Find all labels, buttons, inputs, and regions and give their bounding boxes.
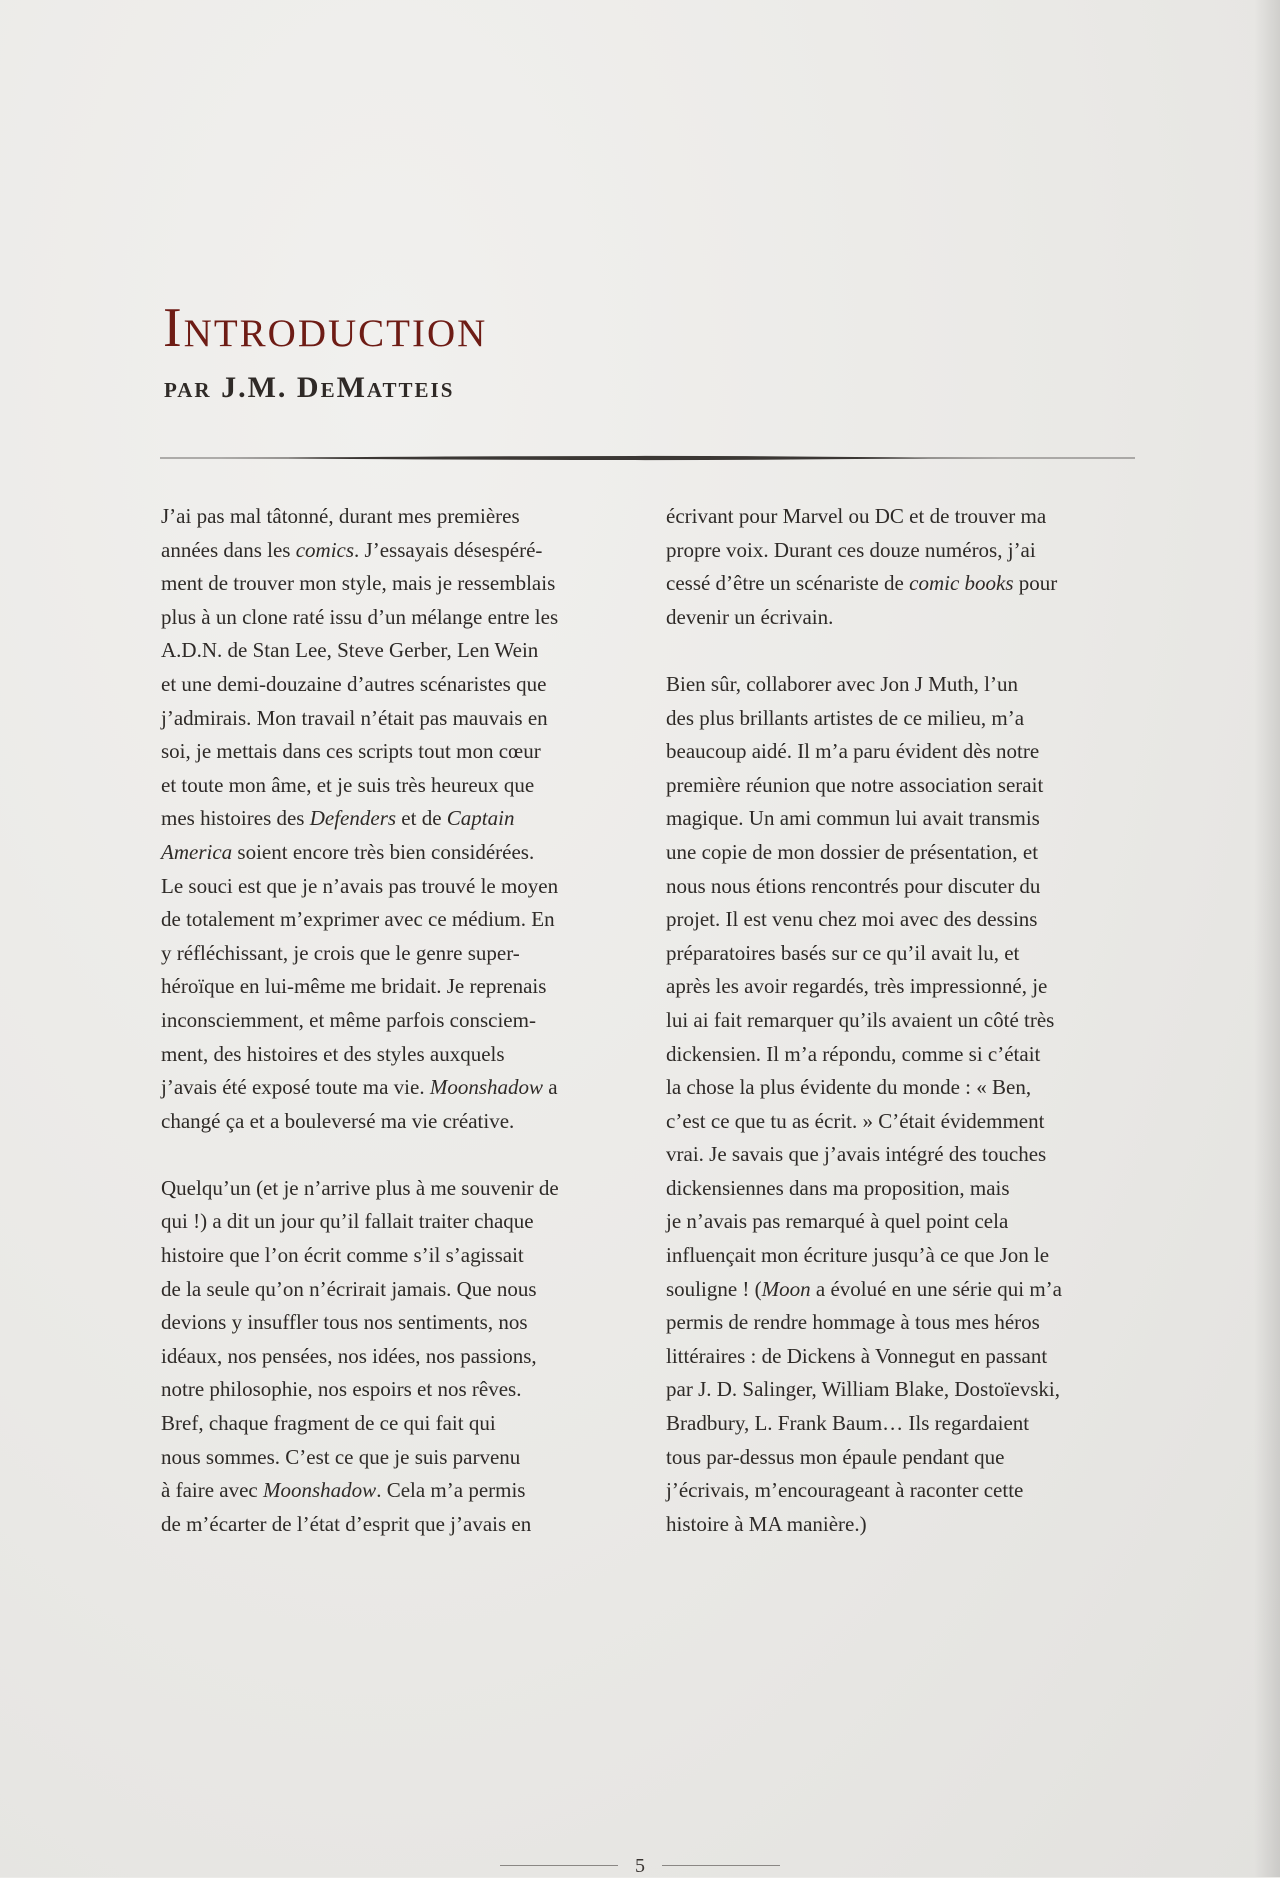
text-run: . Cela m’a permis (376, 1478, 526, 1503)
text-run: Bref, chaque fragment de ce qui fait qui (161, 1411, 496, 1436)
text-line (666, 1038, 1136, 1072)
text-run: pour (1013, 571, 1058, 596)
text-run: vrai. Je savais que j’avais intégré des touches (666, 1142, 1047, 1167)
text-line (161, 836, 631, 870)
text-line (666, 1273, 1136, 1307)
italic-text: comics (295, 537, 355, 562)
text-run: c’est ce que tu as écrit. » C’était évidemment (666, 1108, 1045, 1133)
text-line (161, 668, 631, 702)
text-run: qui !) a dit un jour qu’il fallait traiter chaque (161, 1209, 534, 1234)
text-line (161, 702, 631, 736)
text-run: ment de trouver mon style, mais je ressemblais (161, 571, 556, 596)
text-run: à faire avec (161, 1478, 263, 1503)
italic-text: America (161, 839, 233, 864)
text-run: je n’avais pas remarqué à quel point cela (666, 1209, 1009, 1234)
text-run: Le souci est que je n’avais pas trouvé le moyen (161, 873, 559, 898)
text-run: et une demi-douzaine d’autres scénaristes que (161, 671, 547, 696)
text-run: beaucoup aidé. Il m’a paru évident dès notre (666, 739, 1040, 764)
text-run: première réunion que notre association serait (666, 772, 1044, 797)
text-run: de la seule qu’on n’écrirait jamais. Que nous (161, 1276, 537, 1301)
italic-text: Captain (446, 806, 515, 831)
text-run: héroïque en lui-même me bridait. Je reprenais (161, 974, 547, 999)
text-line (666, 500, 1136, 534)
text-line (161, 1038, 631, 1072)
paragraph (161, 1172, 631, 1542)
text-line (161, 1004, 631, 1038)
text-run: histoire à MA manière.) (666, 1511, 867, 1536)
text-run: souligne ! ( (666, 1276, 762, 1301)
text-run: J’ai pas mal tâtonné, durant mes premières (161, 504, 520, 528)
text-run: et de (396, 806, 447, 831)
page-title: Introduction (163, 297, 488, 359)
text-line (161, 1407, 631, 1441)
text-line (161, 1172, 631, 1206)
text-line (161, 1474, 631, 1508)
text-line (161, 735, 631, 769)
text-run: idéaux, nos pensées, nos idées, nos passions, (161, 1343, 537, 1368)
text-run: Bradbury, L. Frank Baum… Ils regardaient (666, 1411, 1030, 1436)
text-line (161, 1239, 631, 1273)
text-run: magique. Un ami commun lui avait transmis (666, 806, 1040, 831)
text-run: devenir un écrivain. (666, 604, 834, 629)
left-text-column (161, 500, 631, 1575)
text-run: après les avoir regardés, très impressionné, je (666, 974, 1048, 999)
text-run: lui ai fait remarquer qu’ils avaient un côté très (666, 1007, 1055, 1032)
text-line (666, 1340, 1136, 1374)
paragraph (161, 500, 631, 1138)
italic-text: comic books (909, 571, 1014, 596)
footer-rule-left (500, 1865, 618, 1866)
text-run: la chose la plus évidente du monde : « Ben, (666, 1075, 1032, 1100)
text-run: nous sommes. C’est ce que je suis parvenu (161, 1444, 521, 1469)
page-edge-shadow (1254, 0, 1280, 1877)
text-run: A.D.N. de Stan Lee, Steve Gerber, Len Wein (161, 638, 539, 663)
text-run: Quelqu’un (et je n’arrive plus à me souvenir de (161, 1175, 559, 1200)
right-text-column (666, 500, 1136, 1575)
paragraph (666, 668, 1136, 1541)
text-line (666, 567, 1136, 601)
text-line (161, 903, 631, 937)
text-run: une copie de mon dossier de présentation, et (666, 839, 1039, 864)
text-line (161, 1105, 631, 1139)
text-line (161, 1071, 631, 1105)
text-run: de m’écarter de l’état d’esprit que j’avais en (161, 1511, 532, 1536)
text-line (666, 1474, 1136, 1508)
text-run: permis de rendre hommage à tous mes héros (666, 1310, 1040, 1335)
page-footer (500, 1854, 780, 1878)
text-run: années dans les (161, 537, 296, 562)
text-run: ment, des histoires et des styles auxquels (161, 1041, 505, 1066)
text-run: notre philosophie, nos espoirs et nos rêves. (161, 1377, 522, 1402)
text-run: j’avais été exposé toute ma vie. (161, 1075, 430, 1100)
text-run: inconsciemment, et même parfois consciem- (161, 1007, 536, 1032)
footer-rule-right (662, 1865, 780, 1866)
text-line (161, 1441, 631, 1475)
text-run: Bien sûr, collaborer avec Jon J Muth, l’un (666, 671, 1018, 696)
text-line (666, 970, 1136, 1004)
text-line (161, 1273, 631, 1307)
text-run: dickensien. Il m’a répondu, comme si c’était (666, 1041, 1041, 1066)
text-run: a évolué en une série qui m’a (810, 1276, 1062, 1301)
italic-text: Moonshadow (429, 1075, 544, 1100)
text-line (161, 769, 631, 803)
text-run: écrivant pour Marvel ou DC et de trouver ma (666, 504, 1047, 528)
text-line (666, 870, 1136, 904)
text-run: de totalement m’exprimer avec ce médium. En (161, 907, 555, 932)
text-line (666, 1071, 1136, 1105)
text-line (161, 802, 631, 836)
text-run: j’admirais. Mon travail n’était pas mauvais en (161, 705, 548, 730)
text-line (161, 567, 631, 601)
text-line (666, 903, 1136, 937)
text-line (161, 500, 631, 534)
text-run: par J. D. Salinger, William Blake, Dostoïevski, (666, 1377, 1060, 1402)
text-run: soient encore très bien considérées. (232, 839, 535, 864)
text-run: projet. Il est venu chez moi avec des dessins (666, 907, 1038, 932)
text-run: mes histoires des (161, 806, 310, 831)
text-line (161, 937, 631, 971)
text-run: . J’essayais désespéré- (354, 537, 543, 562)
text-line (161, 1373, 631, 1407)
paragraph (666, 500, 1136, 634)
text-line (666, 802, 1136, 836)
text-line (666, 1172, 1136, 1206)
text-line (666, 534, 1136, 568)
text-run: y réfléchissant, je crois que le genre super- (161, 940, 520, 965)
italic-text: Moonshadow (263, 1478, 377, 1503)
text-run: a (543, 1075, 558, 1100)
text-run: tous par-dessus mon épaule pendant que (666, 1444, 1005, 1469)
text-run: plus à un clone raté issu d’un mélange entre les (161, 604, 559, 629)
text-line (666, 1508, 1136, 1542)
italic-text: Moon (761, 1276, 811, 1301)
text-line (666, 1138, 1136, 1172)
text-line (161, 1340, 631, 1374)
text-line (666, 1205, 1136, 1239)
text-line (161, 1306, 631, 1340)
text-line (666, 1105, 1136, 1139)
text-line (161, 970, 631, 1004)
text-line (161, 1205, 631, 1239)
page-number: 5 (635, 1855, 645, 1877)
text-run: littéraires : de Dickens à Vonnegut en passant (666, 1343, 1048, 1368)
text-line (666, 1239, 1136, 1273)
text-line (161, 1508, 631, 1542)
text-run: cessé d’être un scénariste de (666, 571, 910, 596)
text-run: histoire que l’on écrit comme s’il s’agissait (161, 1243, 524, 1268)
text-line (666, 1306, 1136, 1340)
text-run: des plus brillants artistes de ce milieu, m’a (666, 705, 1025, 730)
text-line (161, 534, 631, 568)
text-run: j’écrivais, m’encourageant à raconter cette (666, 1478, 1024, 1503)
text-line (666, 735, 1136, 769)
text-run: dickensiennes dans ma proposition, mais (666, 1175, 1010, 1200)
text-line (666, 702, 1136, 736)
text-line (666, 601, 1136, 635)
text-line (161, 634, 631, 668)
text-line (666, 1373, 1136, 1407)
text-line (666, 1004, 1136, 1038)
text-run: et toute mon âme, et je suis très heureux que (161, 772, 535, 797)
text-run: propre voix. Durant ces douze numéros, j’ai (666, 537, 1036, 562)
text-run: soi, je mettais dans ces scripts tout mon cœur (161, 739, 541, 764)
text-line (161, 870, 631, 904)
text-line (666, 836, 1136, 870)
text-run: nous nous étions rencontrés pour discuter du (666, 873, 1041, 898)
italic-text: Defenders (309, 806, 397, 831)
text-line (161, 601, 631, 635)
text-run: influençait mon écriture jusqu’à ce que Jon le (666, 1243, 1050, 1268)
text-line (666, 937, 1136, 971)
text-run: changé ça et a bouleversé ma vie créative. (161, 1108, 515, 1133)
text-line (666, 668, 1136, 702)
text-line (666, 769, 1136, 803)
text-line (666, 1407, 1136, 1441)
text-run: préparatoires basés sur ce qu’il avait lu, et (666, 940, 1020, 965)
header-divider (160, 454, 1135, 462)
text-run: devions y insuffler tous nos sentiments, nos (161, 1310, 528, 1335)
author-byline: par J.M. DeMatteis (164, 371, 455, 404)
text-line (666, 1441, 1136, 1475)
